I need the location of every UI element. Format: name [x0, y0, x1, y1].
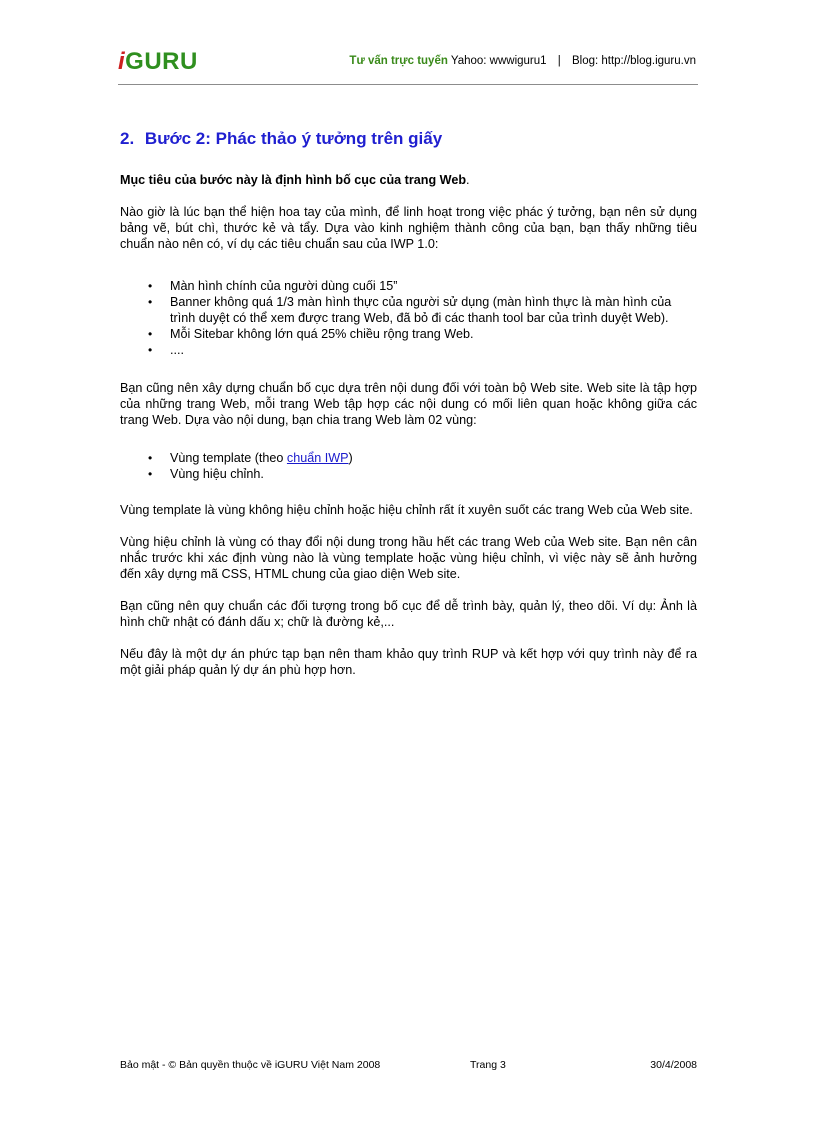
criteria-list	[120, 278, 697, 358]
page-header	[118, 46, 698, 85]
consult-label: Tư vấn trực tuyến	[349, 55, 448, 67]
goal-bold: Mục tiêu của bước này là định hình bố cục của trang Web	[120, 173, 467, 187]
section-title: Bước 2: Phác thảo ý tưởng trên giấy	[144, 129, 443, 148]
paragraph-3: Vùng template là vùng không hiệu chỉnh hoặc hiệu chỉnh rất ít xuyên suốt các trang Web của Web site.	[120, 503, 693, 517]
list-item: • Banner không quá 1/3 màn hình thực của người sử dụng (màn hình thực là màn hình của trình duyệt có thể xem được trang Web, đã bỏ đi các thanh tool bar của trình duyệt Web).	[170, 294, 697, 326]
goal-statement	[120, 172, 697, 188]
yahoo-contact: Yahoo: wwwiguru1	[450, 55, 547, 67]
iguru-logo	[118, 49, 198, 75]
iwp-standard-link[interactable]: chuẩn IWP	[286, 451, 349, 465]
zone-template-prefix: Vùng template (theo	[170, 451, 287, 465]
logo-i: i	[118, 48, 126, 75]
list-item-edit-zone: • Vùng hiệu chỉnh.	[170, 466, 697, 482]
header-contact	[349, 54, 696, 68]
paragraph-6: Nếu đây là một dự án phức tạp bạn nên tham khảo quy trình RUP và kết hợp với quy trình này để ra một giải pháp quản lý dự án phù hợp hơn.	[120, 647, 697, 677]
section-heading	[120, 128, 697, 150]
paragraph-1: Nào giờ là lúc bạn thể hiện hoa tay của mình, để linh hoạt trong việc phác ý tưởng, bạn nên sử dụng bảng vẽ, bút chì, thước kẻ và tẩy. Dựa vào kinh nghiệm thành công của bạn, bạn thấy những tiêu chuẩn nào nên có, ví dụ các tiêu chuẩn sau của IWP 1.0:	[120, 205, 697, 251]
footer-page-number: Trang 3	[470, 1059, 506, 1071]
footer-date: 30/4/2008	[650, 1059, 697, 1071]
logo-guru: GURU	[125, 48, 198, 75]
paragraph-5: Bạn cũng nên quy chuẩn các đối tượng trong bố cục để dễ trình bày, quản lý, theo dõi. Ví dụ: Ảnh là hình chữ nhật có đánh dấu x; chữ là đường kẻ,...	[120, 599, 697, 629]
footer-copyright: Bảo mật - © Bản quyền thuộc về iGURU Việt Nam 2008	[120, 1059, 381, 1071]
zones-list	[120, 450, 697, 482]
list-item-template-zone	[170, 450, 697, 466]
goal-tail: .	[466, 173, 470, 187]
list-item: • Mỗi Sitebar không lớn quá 25% chiều rộng trang Web.	[170, 326, 697, 342]
paragraph-2: Bạn cũng nên xây dựng chuẩn bố cục dựa trên nội dung đối với toàn bộ Web site. Web site là tập hợp của những trang Web, mỗi trang Web tập hợp các nội dung có mối liên quan hoặc không giữa các trang Web. Dựa vào nội dung, bạn chia trang Web làm 02 vùng:	[120, 381, 697, 427]
paragraph-4: Vùng hiệu chỉnh là vùng có thay đổi nội dung trong hầu hết các trang Web của Web site. Bạn nên cân nhắc trước khi xác định vùng nào là vùng template hoặc vùng hiệu chỉnh, vì việc này sẽ ảnh hưởng đến xây dựng mã CSS, HTML chung của giao diện Web site.	[120, 535, 697, 581]
page-content	[120, 128, 697, 694]
zone-template-suffix: )	[348, 451, 353, 465]
blog-link[interactable]: Blog: http://blog.iguru.vn	[571, 55, 696, 67]
section-number: 2.	[120, 129, 135, 148]
list-item: • Màn hình chính của người dùng cuối 15”	[170, 278, 697, 294]
list-item: • ....	[170, 342, 697, 358]
header-separator: |	[557, 55, 561, 67]
